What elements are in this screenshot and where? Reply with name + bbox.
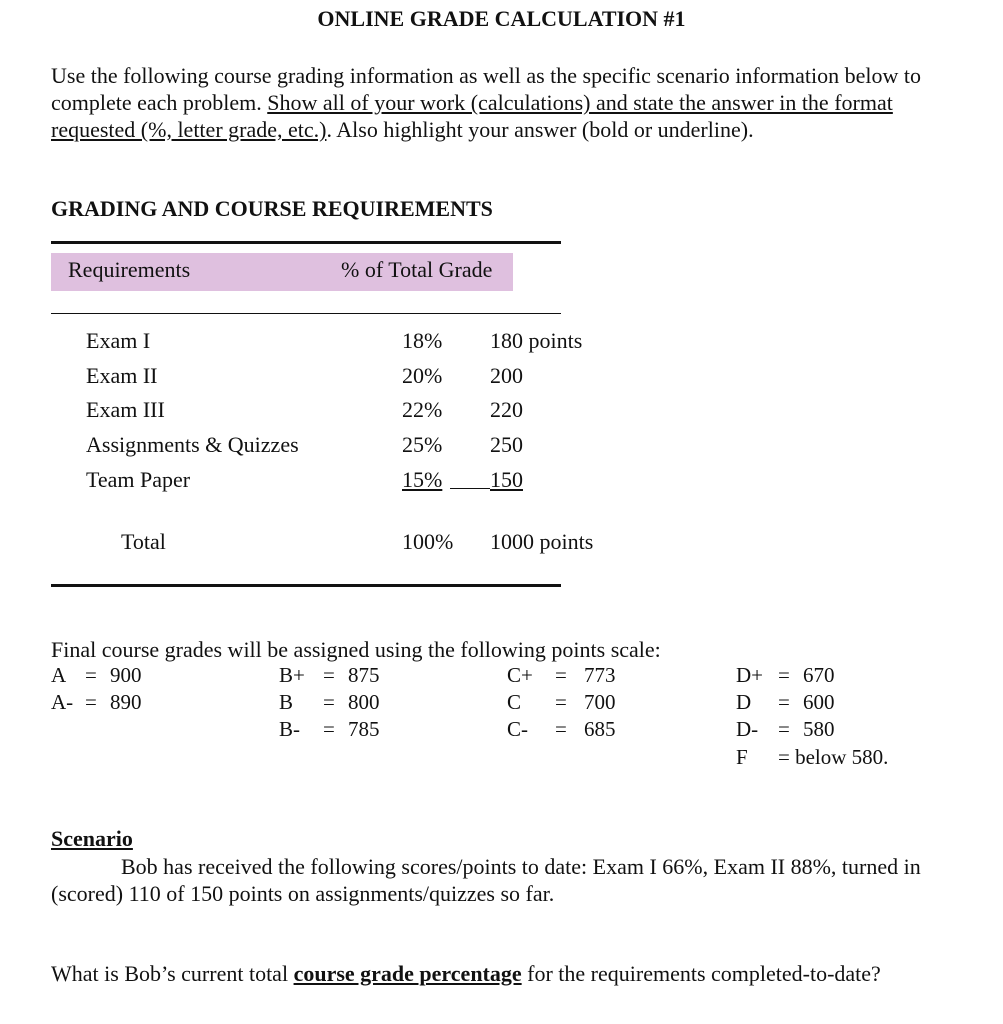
grade-value: 685	[584, 717, 616, 741]
grade-eq: =	[85, 663, 97, 687]
grade-value: 890	[110, 690, 142, 714]
table-bottom-rule	[51, 584, 561, 587]
question-emphasis: course grade percentage	[293, 961, 522, 986]
grade-value: 773	[584, 663, 616, 687]
grade-eq: =	[778, 717, 790, 741]
scale-title: Final course grades will be assigned using the following points scale:	[51, 637, 661, 662]
row-points: 200	[490, 363, 523, 388]
row-percent: 25%	[402, 432, 443, 457]
grade-value: 600	[803, 690, 835, 714]
row-name: Assignments & Quizzes	[86, 432, 299, 457]
grade-value: 875	[348, 663, 380, 687]
grade-eq: =	[778, 690, 790, 714]
grade-fail-text: = below 580.	[778, 745, 889, 769]
grade-letter: D-	[736, 717, 759, 741]
total-percent: 100%	[402, 529, 454, 554]
row-name: Team Paper	[86, 467, 191, 492]
grade-eq: =	[555, 663, 567, 687]
row-points: 220	[490, 397, 523, 422]
grade-value: 580	[803, 717, 835, 741]
grade-letter: C-	[507, 717, 528, 741]
instructions-underlined: Show all of your work (calculations) and state the answer in the format requested (%, letter grade, etc.)	[51, 90, 893, 142]
grade-eq: =	[323, 690, 335, 714]
grade-value: 800	[348, 690, 380, 714]
row-percent: 20%	[402, 363, 443, 388]
grade-letter: B-	[279, 717, 300, 741]
row-points: 180 points	[490, 328, 583, 353]
grade-eq: =	[323, 717, 335, 741]
grade-letter: B	[279, 690, 294, 714]
total-points: 1000 points	[490, 529, 594, 554]
scenario-heading: Scenario	[51, 826, 133, 851]
grade-letter: B+	[279, 663, 305, 687]
row-percent: 15%	[402, 467, 443, 492]
row-name: Exam I	[86, 328, 151, 353]
question	[51, 961, 881, 987]
grade-letter: A	[51, 663, 67, 687]
grade-letter: D	[736, 690, 752, 714]
document-title: ONLINE GRADE CALCULATION #1	[317, 6, 686, 31]
instructions-tail: . Also highlight your answer (bold or underline).	[326, 117, 754, 142]
row-percent: 22%	[402, 397, 443, 422]
grade-value: 785	[348, 717, 380, 741]
row-points: 250	[490, 432, 523, 457]
row-points: 150	[490, 467, 523, 492]
subtotal-underline-gap	[450, 488, 490, 489]
grade-value: 670	[803, 663, 835, 687]
grade-eq: =	[555, 690, 567, 714]
grade-value: 900	[110, 663, 142, 687]
row-percent: 18%	[402, 328, 443, 353]
scenario-text: Bob has received the following scores/points to date: Exam I 66%, Exam II 88%, turned in (scored) 110 of 150 points on assignments/quizzes so far.	[51, 854, 921, 906]
requirements-heading: GRADING AND COURSE REQUIREMENTS	[51, 196, 493, 221]
grade-value: 700	[584, 690, 616, 714]
grade-letter: C+	[507, 663, 533, 687]
grade-eq: =	[555, 717, 567, 741]
question-before: What is Bob’s current total	[51, 961, 294, 986]
header-percent: % of Total Grade	[341, 257, 493, 282]
grade-letter: A-	[51, 690, 74, 714]
grade-eq: =	[778, 663, 790, 687]
grade-eq: =	[85, 690, 97, 714]
question-after: for the requirements completed-to-date?	[521, 961, 881, 986]
total-label: Total	[121, 529, 166, 554]
header-requirements: Requirements	[68, 257, 191, 282]
grade-letter: C	[507, 690, 522, 714]
grade-letter: F	[736, 745, 748, 769]
table-header-rule	[51, 313, 561, 314]
table-top-rule	[51, 241, 561, 244]
grade-eq: =	[323, 663, 335, 687]
instructions-lead: Use the following course grading information as well as the specific scenario information below to complete each problem.	[51, 63, 921, 115]
row-name: Exam III	[86, 397, 165, 422]
grade-letter: D+	[736, 663, 764, 687]
instructions-paragraph	[51, 62, 971, 143]
row-name: Exam II	[86, 363, 158, 388]
